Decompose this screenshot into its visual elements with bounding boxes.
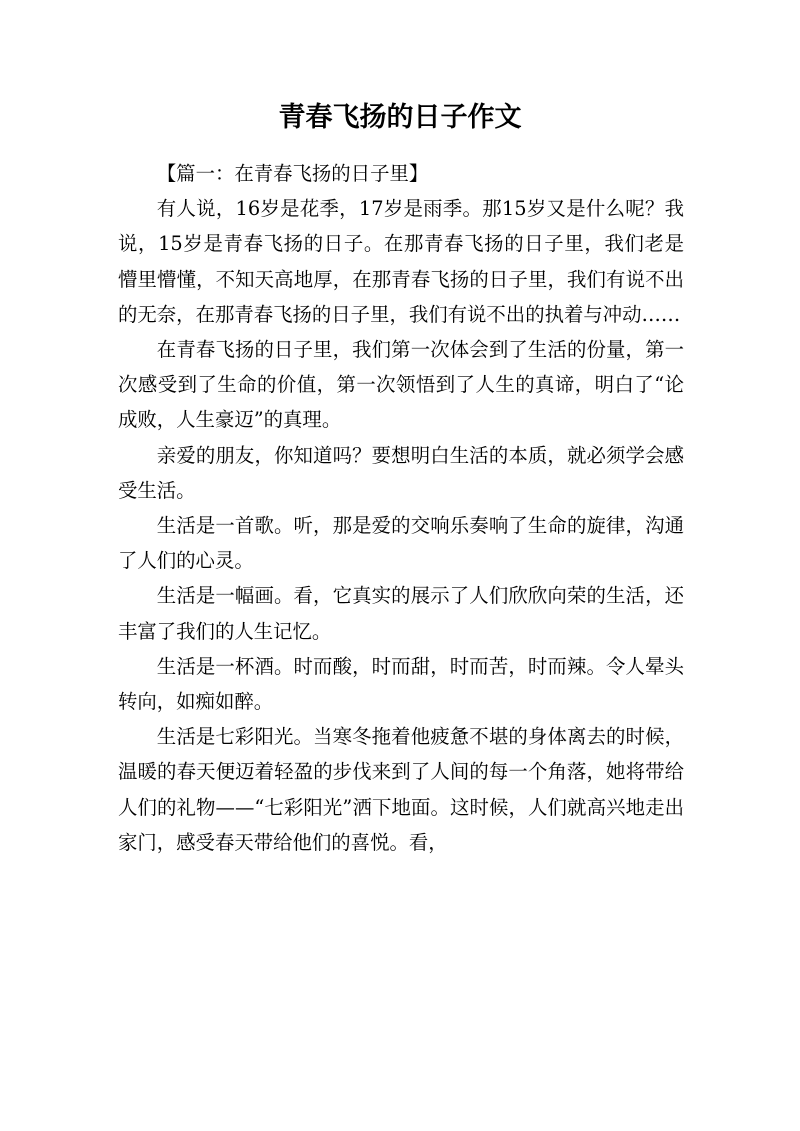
paragraph-2: 在青春飞扬的日子里，我们第一次体会到了生活的份量，第一次感受到了生命的价值，第一次领悟到了人生的真谛，明白了“论成败，人生豪迈”的真理。 [118, 338, 684, 432]
paragraph-7: 生活是七彩阳光。当寒冬拖着他疲惫不堪的身体离去的时候，温暖的春天便迈着轻盈的步伐来到了人间的每一个角落，她将带给人们的礼物——“七彩阳光”洒下地面。这时候，人们就高兴地走出家门，感受春天带给他们的喜悦。看， [118, 725, 684, 854]
paragraph-6: 生活是一杯酒。时而酸，时而甜，时而苦，时而辣。令人晕头转向，如痴如醉。 [118, 654, 684, 714]
paragraph-3: 亲爱的朋友，你知道吗？要想明白生活的本质，就必须学会感受生活。 [118, 443, 684, 502]
document-title: 青春飞扬的日子作文 [278, 102, 522, 133]
section-heading: 【篇一：在青春飞扬的日子里】 [156, 162, 429, 185]
document-body [118, 156, 684, 860]
paragraph-5: 生活是一幅画。看，它真实的展示了人们欣欣向荣的生活，还丰富了我们的人生记忆。 [118, 584, 684, 643]
paragraph-1: 有人说，16岁是花季，17岁是雨季。那15岁又是什么呢？我说，15岁是青春飞扬的日子。在那青春飞扬的日子里，我们老是懵里懵懂，不知天高地厚，在那青春飞扬的日子里，我们有说不出的无奈，在那青春飞扬的日子里，我们有说不出的执着与冲动…… [118, 197, 684, 326]
paragraph-4: 生活是一首歌。听，那是爱的交响乐奏响了生命的旋律，沟通了人们的心灵。 [118, 514, 684, 573]
